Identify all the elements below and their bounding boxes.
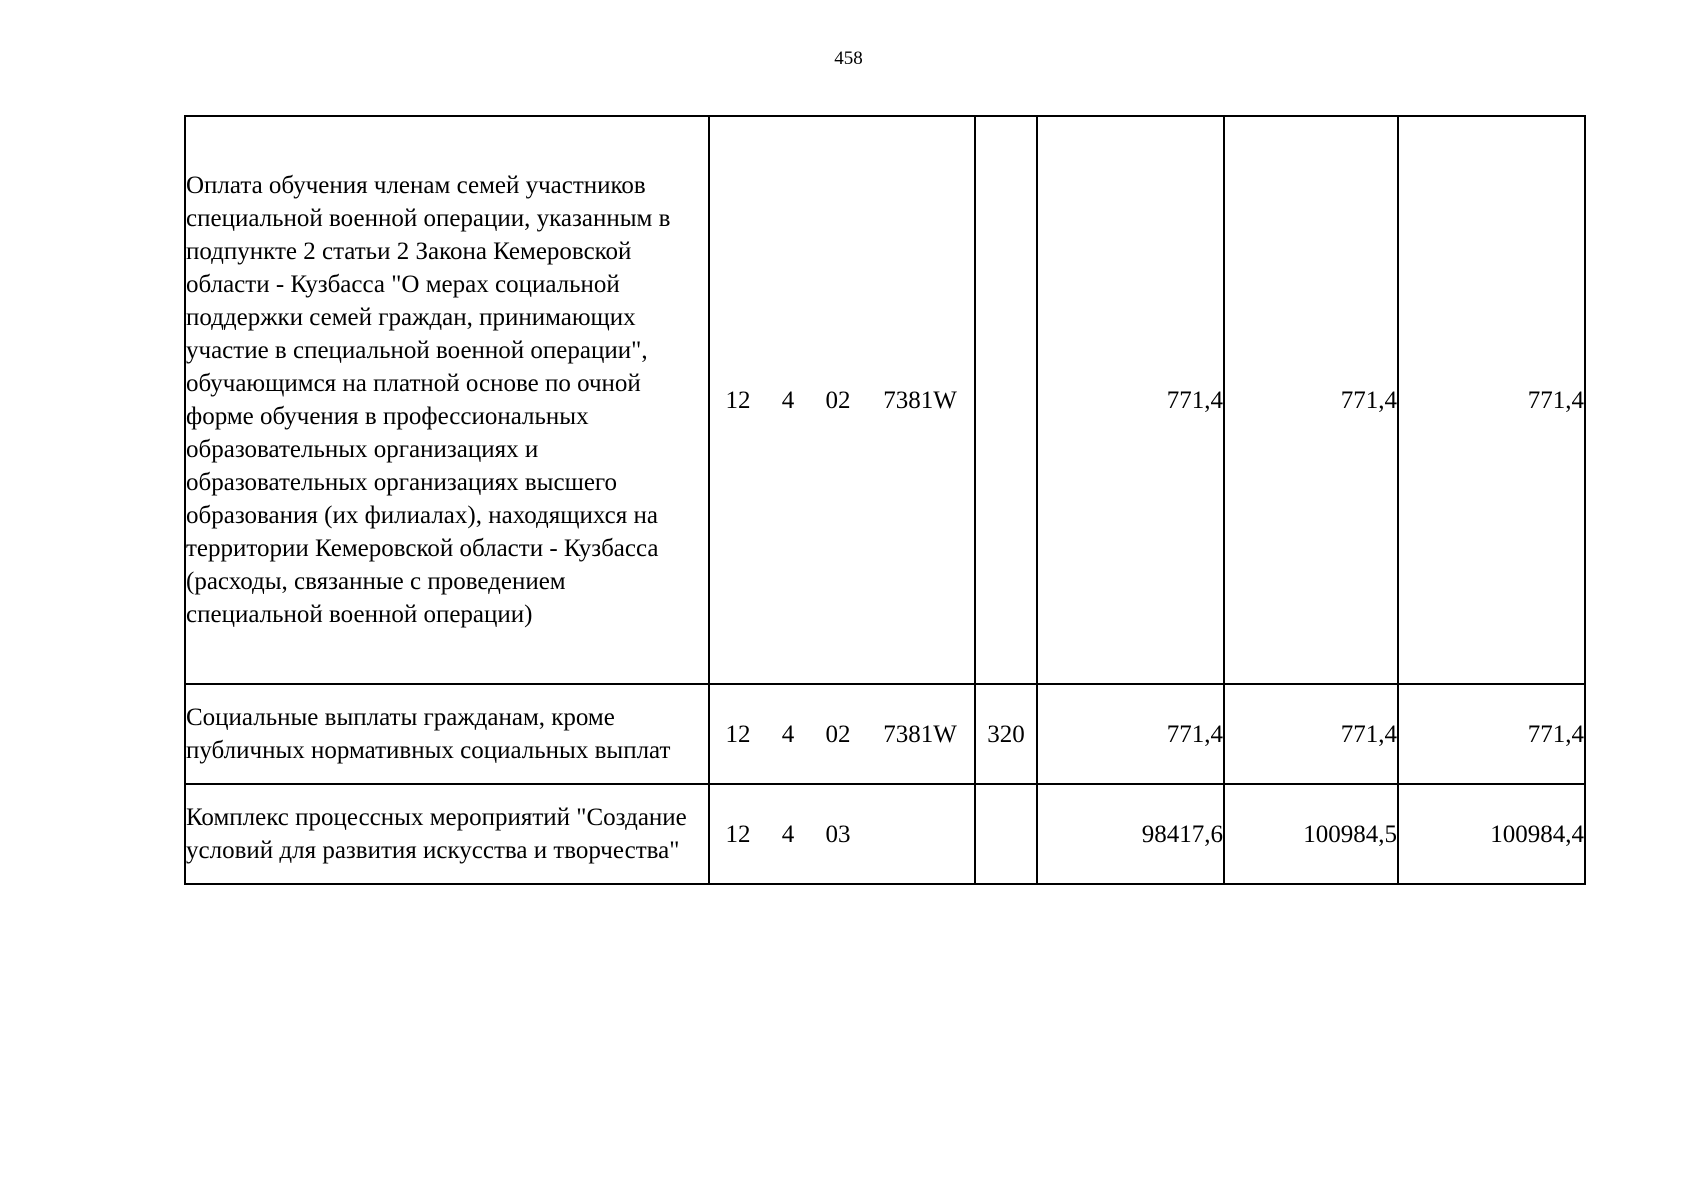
expense-type-cell: 320 <box>975 684 1037 784</box>
table-row <box>185 684 1585 784</box>
sum-cell-1: 771,4 <box>1037 116 1224 684</box>
sum-cell-2: 100984,5 <box>1224 784 1398 884</box>
activity-code: 02 <box>825 386 851 414</box>
sum-cell-3: 771,4 <box>1398 684 1585 784</box>
sum-cell-3: 100984,4 <box>1398 784 1585 884</box>
classification-code-cell <box>709 784 975 884</box>
activity-code: 03 <box>825 820 851 848</box>
sum-cell-1: 771,4 <box>1037 684 1224 784</box>
subprogram-code: 4 <box>781 386 795 414</box>
direction-code: 7381W <box>883 720 957 748</box>
program-code: 12 <box>725 386 751 414</box>
sum-cell-1: 98417,6 <box>1037 784 1224 884</box>
budget-table <box>184 115 1586 885</box>
program-code: 12 <box>725 820 751 848</box>
sum-cell-3: 771,4 <box>1398 116 1585 684</box>
subprogram-code: 4 <box>781 820 795 848</box>
subprogram-code: 4 <box>781 720 795 748</box>
expense-type-cell <box>975 784 1037 884</box>
expense-type-cell <box>975 116 1037 684</box>
table-row <box>185 116 1585 684</box>
page-number: 458 <box>834 48 863 69</box>
activity-code: 02 <box>825 720 851 748</box>
row-name-cell: Социальные выплаты гражданам, кроме публичных нормативных социальных выплат <box>185 684 709 784</box>
classification-code-cell <box>709 116 975 684</box>
classification-code-cell <box>709 684 975 784</box>
direction-code: 7381W <box>883 386 957 414</box>
table-row <box>185 784 1585 884</box>
sum-cell-2: 771,4 <box>1224 116 1398 684</box>
sum-cell-2: 771,4 <box>1224 684 1398 784</box>
program-code: 12 <box>725 720 751 748</box>
row-name-cell: Оплата обучения членам семей участников специальной военной операции, указанным в подпункте 2 статьи 2 Закона Кемеровской области - Кузбасса "О мерах социальной поддержки семей граждан, принимающих участие в специальной военной операции", обучающимся на платной основе по очной форме обучения в профессиональных образовательных организациях и образовательных организациях высшего образования (их филиалах), находящихся на территории Кемеровской области - Кузбасса (расходы, связанные с проведением специальной военной операции) <box>185 116 709 684</box>
row-name-cell: Комплекс процессных мероприятий "Создание условий для развития искусства и творчества" <box>185 784 709 884</box>
